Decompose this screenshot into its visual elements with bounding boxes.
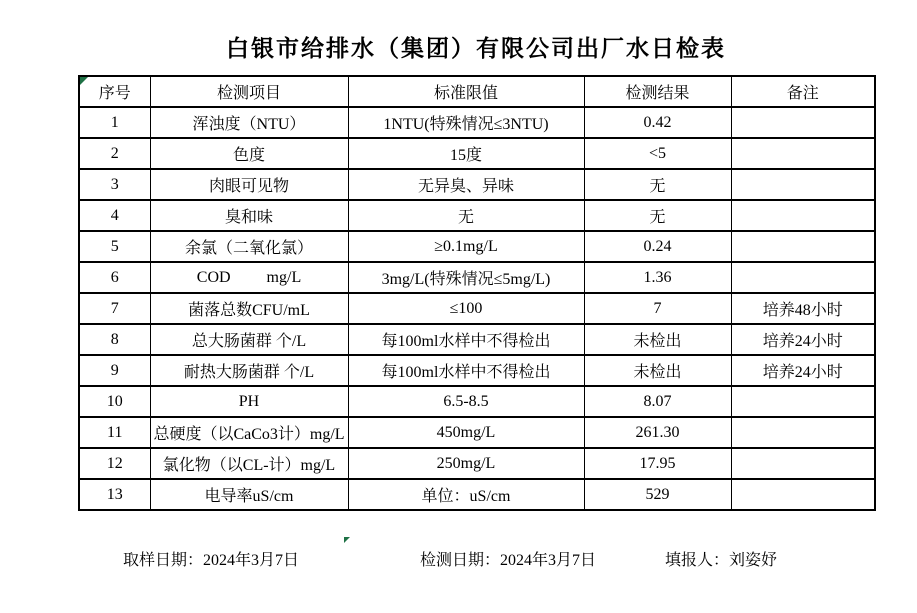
table-row [79,386,875,417]
cell-item: 总大肠菌群 个/L [150,324,348,355]
cell-item: 色度 [150,138,348,169]
cell-seq: 11 [79,417,150,448]
cell-item: 肉眼可见物 [150,169,348,200]
col-header-seq: 序号 [79,76,150,107]
cell-result: 7 [584,293,731,324]
cell-seq: 7 [79,293,150,324]
cell-seq: 5 [79,231,150,262]
table-row [79,231,875,262]
cell-standard: 无 [348,200,584,231]
cell-note [731,169,875,200]
cell-standard: 450mg/L [348,417,584,448]
cell-seq: 10 [79,386,150,417]
page-title: 白银市给排水（集团）有限公司出厂水日检表 [226,36,726,61]
cell-note [731,448,875,479]
cell-item: 菌落总数CFU/mL [150,293,348,324]
cell-standard: 每100ml水样中不得检出 [348,355,584,386]
cell-result: 529 [584,479,731,510]
table-row [79,107,875,138]
table-body [79,107,875,510]
cell-seq: 1 [79,107,150,138]
cell-item: 电导率uS/cm [150,479,348,510]
cell-note: 培养48小时 [731,293,875,324]
cell-result: 未检出 [584,355,731,386]
cell-item: 浑浊度（NTU） [150,107,348,138]
cell-note [731,200,875,231]
cell-note [731,138,875,169]
table-row [79,355,875,386]
excel-bottom-triangle-icon [344,537,350,543]
cell-standard: 无异臭、异味 [348,169,584,200]
table-row [79,200,875,231]
cell-note [731,386,875,417]
cell-item: PH [150,386,348,417]
cell-standard: 1NTU(特殊情况≤3NTU) [348,107,584,138]
cell-item: 余氯（二氧化氯） [150,231,348,262]
cell-result: <5 [584,138,731,169]
cell-result: 261.30 [584,417,731,448]
test-date-label: 检测日期：2024年3月7日 [420,552,597,569]
cell-item: 氯化物（以CL-计）mg/L [150,448,348,479]
cell-standard: 每100ml水样中不得检出 [348,324,584,355]
cell-seq: 13 [79,479,150,510]
col-header-item: 检测项目 [150,76,348,107]
col-header-standard: 标准限值 [348,76,584,107]
cell-note [731,107,875,138]
table-row [79,169,875,200]
cell-standard: ≥0.1mg/L [348,231,584,262]
table-row [79,479,875,510]
cell-seq: 4 [79,200,150,231]
table-row [79,262,875,293]
sampling-date-label: 取样日期：2024年3月7日 [123,552,300,569]
cell-result: 未检出 [584,324,731,355]
cell-result: 无 [584,200,731,231]
cell-result: 0.24 [584,231,731,262]
cell-item: COD mg/L [150,262,348,293]
cell-result: 1.36 [584,262,731,293]
col-header-note: 备注 [731,76,875,107]
cell-result: 17.95 [584,448,731,479]
cell-seq: 12 [79,448,150,479]
cell-note [731,262,875,293]
excel-corner-triangle-icon [80,77,88,85]
table-row [79,448,875,479]
cell-seq: 2 [79,138,150,169]
table-header-row [79,76,875,107]
table-row [79,324,875,355]
inspection-table [78,75,876,511]
cell-seq: 8 [79,324,150,355]
cell-standard: 单位：uS/cm [348,479,584,510]
cell-standard: 15度 [348,138,584,169]
cell-seq: 3 [79,169,150,200]
cell-item: 臭和味 [150,200,348,231]
cell-standard: 3mg/L(特殊情况≤5mg/L) [348,262,584,293]
cell-result: 无 [584,169,731,200]
table-row [79,417,875,448]
cell-item: 总硬度（以CaCo3计）mg/L [150,417,348,448]
cell-note [731,231,875,262]
cell-standard: 6.5-8.5 [348,386,584,417]
cell-note: 培养24小时 [731,324,875,355]
cell-seq: 9 [79,355,150,386]
cell-seq: 6 [79,262,150,293]
cell-standard: 250mg/L [348,448,584,479]
cell-standard: ≤100 [348,293,584,324]
reporter-label: 填报人：刘姿妤 [665,552,778,569]
cell-result: 8.07 [584,386,731,417]
cell-note [731,479,875,510]
table-row [79,293,875,324]
report-footer [0,545,917,571]
cell-note [731,417,875,448]
col-header-result: 检测结果 [584,76,731,107]
cell-result: 0.42 [584,107,731,138]
table-row [79,138,875,169]
cell-item: 耐热大肠菌群 个/L [150,355,348,386]
cell-note: 培养24小时 [731,355,875,386]
